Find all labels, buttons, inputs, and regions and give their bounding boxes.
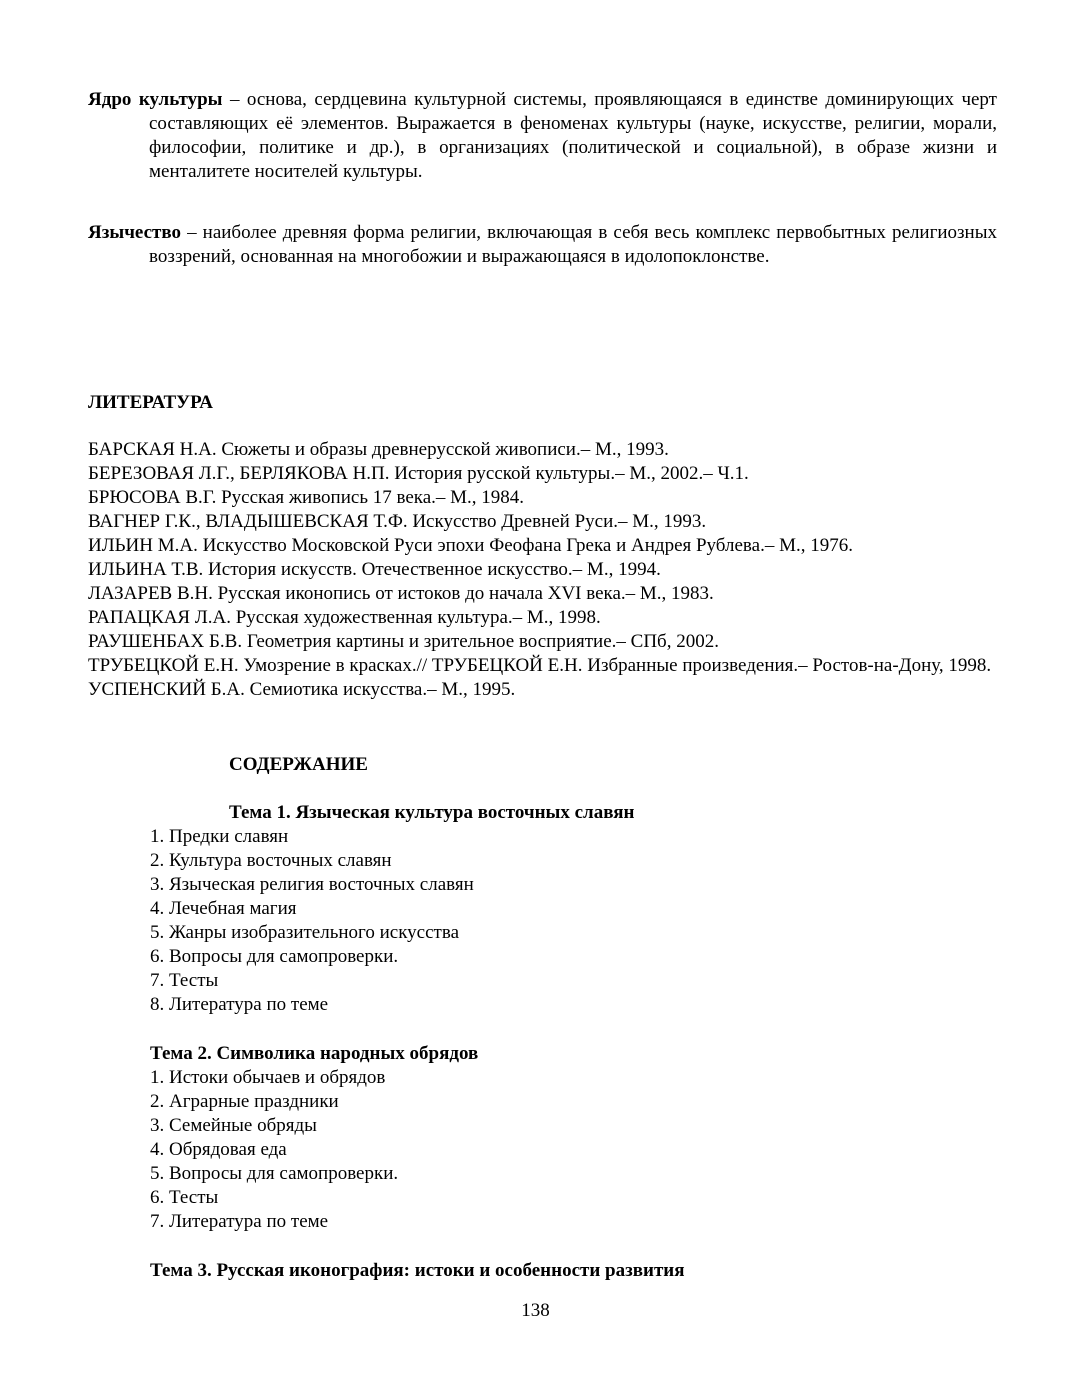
- literature-item: ТРУБЕЦКОЙ Е.Н. Умозрение в красках.// ТРУБЕЦКОЙ Е.Н. Избранные произведения.– Ростов-на-Дону, 1998.: [88, 655, 992, 676]
- literature-list: [88, 438, 1003, 702]
- literature-item: БЕРЕЗОВАЯ Л.Г., БЕРЛЯКОВА Н.П. История русской культуры.– М., 2002.– Ч.1.: [88, 463, 749, 484]
- literature-item: БРЮСОВА В.Г. Русская живопись 17 века.– М., 1984.: [88, 487, 525, 508]
- topic-title: Тема 1. Языческая культура восточных славян: [229, 802, 635, 823]
- contents-topic-1: [150, 801, 850, 1017]
- contents-item: 4. Обрядовая еда: [150, 1139, 287, 1160]
- literature-heading: ЛИТЕРАТУРА: [88, 392, 214, 413]
- contents-item: 5. Жанры изобразительного искусства: [150, 922, 460, 943]
- contents-item: 1. Истоки обычаев и обрядов: [150, 1067, 386, 1088]
- contents-topic-3: [150, 1259, 950, 1283]
- contents-item: 2. Культура восточных славян: [150, 850, 392, 871]
- contents-item: 7. Тесты: [150, 970, 219, 991]
- page-number: 138: [521, 1300, 550, 1321]
- topic-title: Тема 2. Символика народных обрядов: [150, 1043, 479, 1064]
- contents-item: 1. Предки славян: [150, 826, 289, 847]
- literature-item: ЛАЗАРЕВ В.Н. Русская иконопись от истоков до начала XVI века.– М., 1983.: [88, 583, 714, 604]
- literature-item: ВАГНЕР Г.К., ВЛАДЫШЕВСКАЯ Т.Ф. Искусство Древней Руси.– М., 1993.: [88, 511, 707, 532]
- topic-title: Тема 3. Русская иконография: истоки и особенности развития: [150, 1260, 685, 1281]
- contents-heading: СОДЕРЖАНИЕ: [229, 754, 368, 775]
- contents-item: 3. Семейные обряды: [150, 1115, 317, 1136]
- contents-item: 4. Лечебная магия: [150, 898, 297, 919]
- literature-item: РАПАЦКАЯ Л.А. Русская художественная культура.– М., 1998.: [88, 607, 601, 628]
- literature-item: ИЛЬИН М.А. Искусство Московской Руси эпохи Феофана Грека и Андрея Рублева.– М., 1976.: [88, 535, 853, 556]
- contents-item: 3. Языческая религия восточных славян: [150, 874, 474, 895]
- literature-item: ИЛЬИНА Т.В. История искусств. Отечественное искусство.– М., 1994.: [88, 559, 661, 580]
- literature-item: БАРСКАЯ Н.А. Сюжеты и образы древнерусской живописи.– М., 1993.: [88, 439, 669, 460]
- contents-item: 6. Вопросы для самопроверки.: [150, 946, 399, 967]
- glossary-entry-core-of-culture: [88, 88, 997, 184]
- contents-item: 7. Литература по теме: [150, 1211, 329, 1232]
- glossary-term: Ядро культуры: [88, 89, 223, 110]
- contents-item: 8. Литература по теме: [150, 994, 329, 1015]
- contents-item: 2. Аграрные праздники: [150, 1091, 339, 1112]
- glossary-definition: – основа, сердцевина культурной системы, проявляющаяся в единстве доминирующих черт составляющих её элементов. Выражается в феноменах культуры (науке, искусстве, религии, морали, философии, политике и др.), в организациях (политической и социальной), в образе жизни и менталитете носителей культуры.: [149, 89, 997, 182]
- contents-topic-2: [150, 1042, 850, 1234]
- contents-item: 5. Вопросы для самопроверки.: [150, 1163, 399, 1184]
- glossary-term: Язычество: [88, 222, 181, 243]
- literature-item: УСПЕНСКИЙ Б.А. Семиотика искусства.– М., 1995.: [88, 679, 516, 700]
- literature-item: РАУШЕНБАХ Б.В. Геометрия картины и зрительное восприятие.– СПб, 2002.: [88, 631, 719, 652]
- glossary-entry-paganism: [88, 221, 997, 269]
- contents-item: 6. Тесты: [150, 1187, 219, 1208]
- glossary-definition: – наиболее древняя форма религии, включающая в себя весь комплекс первобытных религиозных воззрений, основанная на многобожии и выражающаяся в идолопоклонстве.: [149, 222, 997, 267]
